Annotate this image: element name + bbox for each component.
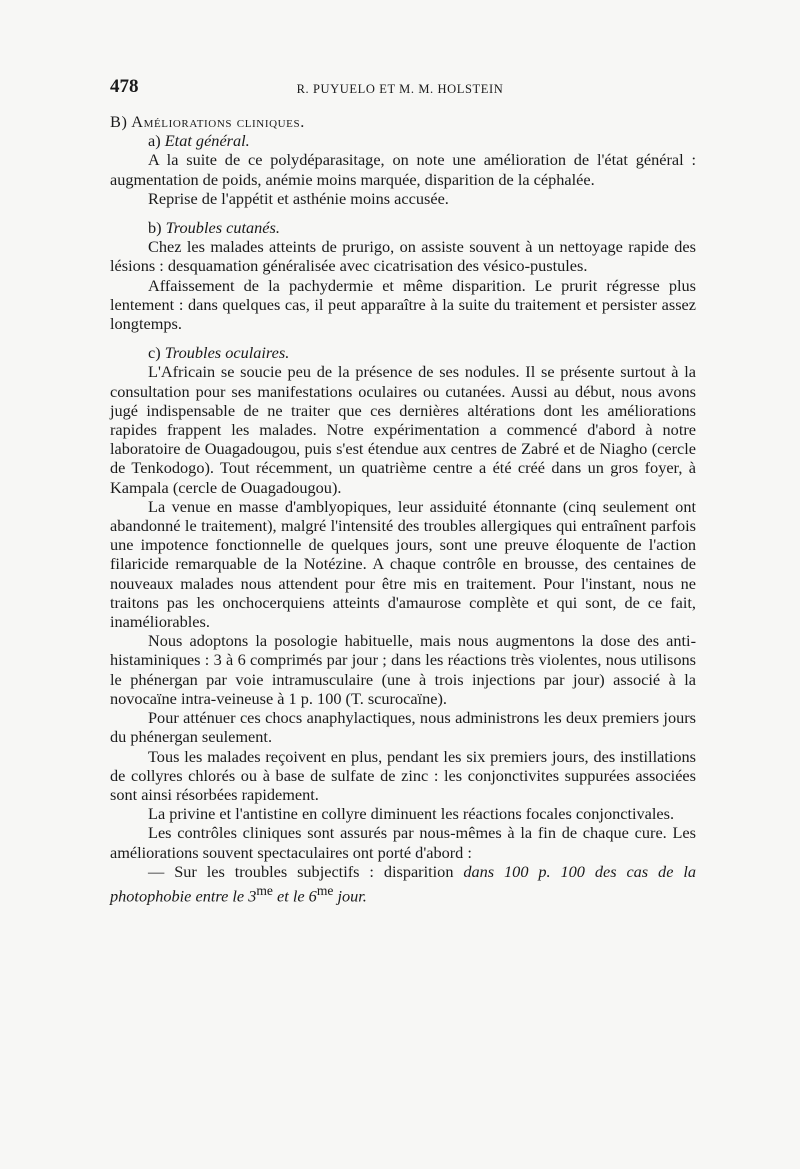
paragraph: L'Africain se soucie peu de la présence de ses nodules. Il se présente surtout à la consultation pour ses manifestations oculaires ou cutanées. Aussi au début, nous avons jugé indispensable de ne traiter que ces dernières altérations dont les améliorations rapides frappent les malades. Notre expérimentation a commencé d'abord à notre laboratoire de Ouagadougou, puis s'est étendue aux centres de Zabré et de Niagho (cercle de Tenkodogo). Tout récemment, un quatrième centre a été créé dans un gros foyer, à Kampala (cercle de Ouagadougou). (110, 362, 696, 497)
subsection-marker: c) (148, 343, 161, 363)
subsection-marker: a) (148, 131, 161, 151)
subsection-title: Etat général. (164, 131, 250, 151)
subsection-heading-c (110, 343, 696, 362)
paragraph: Nous adoptons la posologie habituelle, mais nous augmentons la dose des anti-histaminiques : 3 à 6 comprimés par jour ; dans les réactions très violentes, nous utilisons le phénergan par voie intramusculaire (une à trois injections par jour) associé à la novocaïne intra-veineuse à 1 p. 100 (T. scurocaïne). (110, 631, 696, 708)
final-paragraph (110, 862, 696, 906)
subsection-marker: b) (148, 218, 162, 238)
paragraph: Pour atténuer ces chocs anaphylactiques, nous administrons les deux premiers jours du phénergan seulement. (110, 708, 696, 747)
paragraph: Affaissement de la pachydermie et même disparition. Le prurit régresse plus lentement : dans quelques cas, il peut apparaître à la suite du traitement et persister assez longtemps. (110, 275, 696, 334)
running-head: R. PUYUELO ET M. M. HOLSTEIN (296, 82, 504, 96)
section-title: B) Améliorations cliniques. (110, 112, 305, 131)
paragraph: La venue en masse d'amblyopiques, leur assiduité étonnante (cinq seulement ont abandonné le traitement), malgré l'intensité des troubles allergiques qui entraînent parfois une impotence fonctionnelle de quelques jours, sont une preuve éloquente de l'action filaricide remarquable de la Notézine. A chaque contrôle en brousse, des centaines de nouveaux malades nous attendent pour être mis en traitement. Pour l'instant, nous ne traitons pas les onchocerquiens atteints d'amaurose complète et qui sont, de ce fait, inaméliorables. (110, 496, 696, 632)
paragraph: A la suite de ce polydéparasitage, on note une amélioration de l'état général : augmentation de poids, anémie moins marquée, disparition de la céphalée. (110, 150, 696, 189)
page-header (110, 74, 690, 102)
paragraph: Tous les malades reçoivent en plus, pendant les six premiers jours, des instillations de collyres chlorés ou à base de sulfate de zinc : les conjonctivites suppurées associées sont ainsi résorbées rapidement. (110, 746, 696, 804)
subsection-heading-b (110, 218, 696, 237)
superscript: me (256, 882, 273, 898)
final-italic-3: jour. (333, 886, 367, 906)
subsection-title: Troubles cutanés. (165, 218, 280, 238)
paragraph: Reprise de l'appétit et asthénie moins accusée. (148, 188, 449, 208)
paragraph: Les contrôles cliniques sont assurés par nous-mêmes à la fin de chaque cure. Les améliorations souvent spectaculaires ont porté d'abord : (110, 823, 696, 862)
page-number: 478 (110, 76, 139, 97)
superscript: me (316, 882, 334, 898)
final-italic-2: et le 6 (272, 886, 317, 906)
paragraph: Chez les malades atteints de prurigo, on assiste souvent à un nettoyage rapide des lésions : desquamation généralisée avec cicatrisation des vésico-pustules. (110, 237, 696, 276)
body-text (110, 112, 696, 906)
subsection-heading-a (110, 131, 696, 150)
final-lead: — Sur les troubles subjectifs : disparition (148, 861, 464, 881)
final-italic-1: dans 100 p. 100 des cas de la photophobie entre le 3 (110, 861, 696, 906)
subsection-title: Troubles oculaires. (164, 343, 290, 363)
paragraph: La privine et l'antistine en collyre diminuent les réactions focales conjonctivales. (148, 804, 675, 824)
